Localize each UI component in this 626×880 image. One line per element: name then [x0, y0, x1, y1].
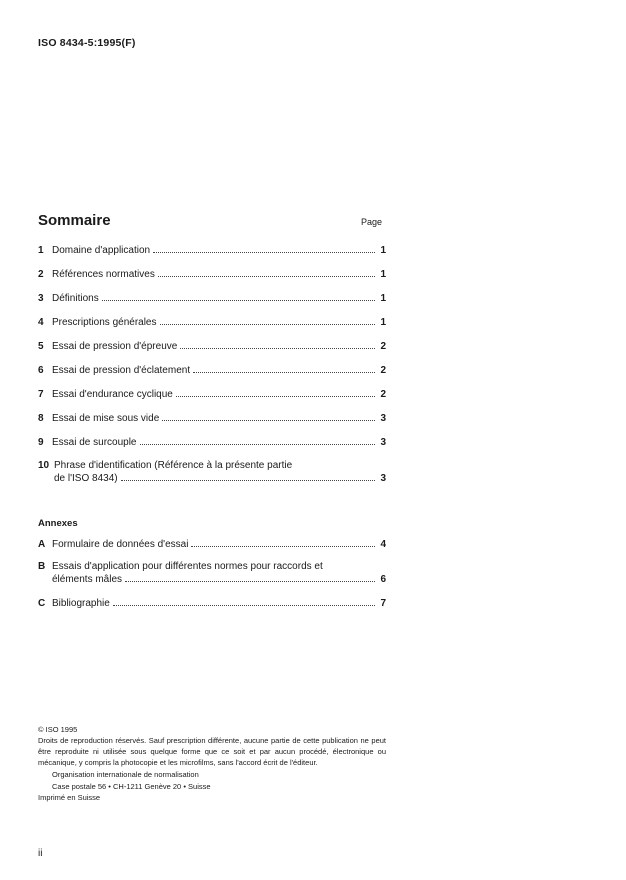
toc-entry [38, 412, 386, 425]
dot-leader [158, 268, 375, 277]
toc-entry-title: Références normatives [52, 269, 155, 280]
annex-entry-title: Formulaire de données d'essai [52, 539, 189, 550]
toc-entry-number: 10 [38, 460, 50, 471]
toc-entry-number: 5 [38, 341, 44, 352]
annex-entry-letter: B [38, 561, 46, 572]
toc-entry-page: 1 [380, 245, 386, 256]
annex-entry [38, 561, 386, 586]
copyright-address: Case postale 56 • CH-1211 Genève 20 • Suisse [52, 782, 211, 791]
toc-entry-number: 9 [38, 437, 44, 448]
toc-entry-number: 7 [38, 389, 44, 400]
dot-leader [102, 292, 375, 301]
toc-entry-number: 8 [38, 413, 44, 424]
toc-entry-title-line2: de l'ISO 8434) [54, 473, 118, 484]
dot-leader [160, 316, 376, 325]
dot-leader [191, 538, 375, 547]
toc-entry-title: Essai de surcouple [52, 437, 137, 448]
dot-leader [162, 412, 375, 421]
toc-entry-number: 2 [38, 269, 44, 280]
document-id: ISO 8434-5:1995(F) [38, 37, 136, 49]
toc-entry [38, 364, 386, 377]
toc-entry [38, 316, 386, 329]
toc-page-label: Page [361, 217, 383, 227]
dot-leader [125, 573, 375, 582]
copyright-org: Organisation internationale de normalisation [52, 770, 199, 779]
dot-leader [180, 340, 375, 349]
copyright-line: © ISO 1995 [38, 725, 78, 734]
annex-entry-page: 7 [380, 598, 386, 609]
toc-entry-title: Domaine d'application [52, 245, 151, 256]
annex-entry [38, 597, 386, 610]
toc-entry-page: 2 [380, 365, 386, 376]
dot-leader [193, 364, 375, 373]
toc-entry [38, 388, 386, 401]
toc-entry-title: Prescriptions générales [52, 317, 157, 328]
annex-entry-title-line1: Essais d'application pour différentes normes pour raccords et [52, 561, 323, 572]
toc-entry-title: Essai de pression d'éclatement [52, 365, 191, 376]
toc-entry-page: 3 [380, 413, 386, 424]
toc-entry-number: 6 [38, 365, 44, 376]
annex-entry-letter: C [38, 598, 46, 609]
toc-entry-title: Essai de mise sous vide [52, 413, 160, 424]
toc-entry [38, 460, 386, 485]
dot-leader [176, 388, 375, 397]
annexes-heading: Annexes [38, 518, 78, 529]
dot-leader [140, 436, 376, 445]
annex-entry-title: Bibliographie [52, 598, 110, 609]
toc-entry [38, 292, 386, 305]
annex-entry-letter: A [38, 539, 46, 550]
dot-leader [113, 597, 375, 606]
toc-entry-number: 3 [38, 293, 44, 304]
toc-entry [38, 244, 386, 257]
page-number: ii [38, 848, 43, 859]
toc-entry-page: 3 [380, 473, 386, 484]
dot-leader [153, 244, 375, 253]
copyright-block [38, 724, 386, 803]
toc-entry-title: Définitions [52, 293, 99, 304]
toc-entry-page: 1 [380, 317, 386, 328]
toc-entry-page: 3 [380, 437, 386, 448]
dot-leader [121, 472, 375, 481]
toc-entry-page: 2 [380, 389, 386, 400]
toc-entry-page: 1 [380, 293, 386, 304]
annex-entry-page: 6 [380, 574, 386, 585]
toc-entry-page: 1 [380, 269, 386, 280]
annex-entry-page: 4 [380, 539, 386, 550]
toc-title: Sommaire [38, 212, 111, 229]
copyright-rights: Droits de reproduction réservés. Sauf prescription différente, aucune partie de cette publication ne peut être reproduite ni utilisée sous quelque forme que ce soit et par aucun procédé, électronique ou mécanique, y compris la photocopie et les microfilms, sans l'accord écrit de l'éditeur. [38, 736, 386, 767]
toc-entry-title-line1: Phrase d'identification (Référence à la présente partie [54, 460, 293, 471]
annex-entry-title-line2: éléments mâles [52, 574, 123, 585]
toc-entry-title: Essai d'endurance cyclique [52, 389, 173, 400]
toc-entry [38, 340, 386, 353]
toc-entry-number: 4 [38, 317, 44, 328]
copyright-printed: Imprimé en Suisse [38, 793, 101, 802]
toc-entry [38, 436, 386, 449]
toc-entry-title: Essai de pression d'épreuve [52, 341, 178, 352]
toc-entry-number: 1 [38, 245, 44, 256]
toc-entry-page: 2 [380, 341, 386, 352]
toc-entry [38, 268, 386, 281]
annex-entry [38, 538, 386, 551]
